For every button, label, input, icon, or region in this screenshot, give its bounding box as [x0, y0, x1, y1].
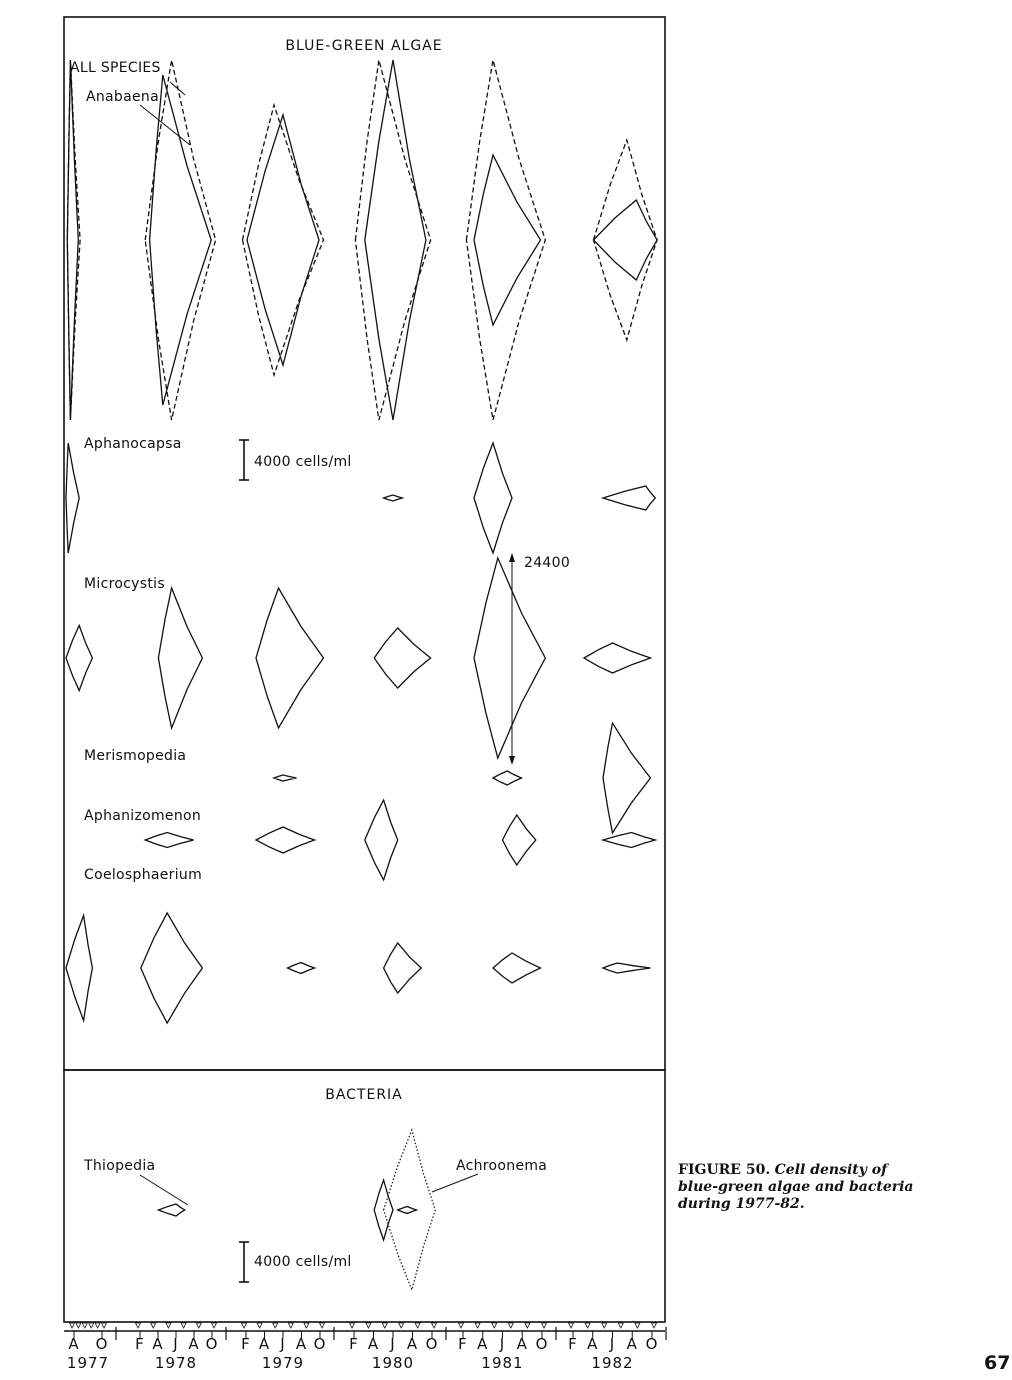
- kite-aphanocapsa-1982-3: [603, 486, 655, 510]
- sample-marker-1982-5: [652, 1323, 657, 1328]
- sample-marker-1979-1: [257, 1323, 262, 1328]
- kite-anabaena-1979-2: [247, 115, 319, 365]
- kite-microcystis-1982-5: [584, 643, 651, 673]
- scale-bar-bacteria: [239, 1242, 249, 1282]
- month-label-1977-0: A: [68, 1335, 80, 1353]
- kite-aphanizomenon-1979-1: [256, 827, 315, 853]
- sample-marker-1981-3: [508, 1323, 513, 1328]
- kite-all-species-1980-3: [355, 60, 430, 420]
- month-label-1979-0: F: [241, 1335, 251, 1353]
- kite-aphanocapsa-1981-2: [474, 443, 512, 553]
- kite-microcystis-1981-4: [474, 558, 545, 758]
- sample-marker-1981-0: [459, 1323, 464, 1328]
- kite-coelosphaerium-1980-3: [384, 943, 422, 993]
- kite-aphanizomenon-1982-4: [603, 833, 655, 848]
- sample-marker-1977-4: [95, 1323, 100, 1328]
- kite-aphanizomenon-1981-3: [503, 815, 536, 865]
- kite-merismopedia-1982-2: [603, 723, 651, 833]
- taxon-label-merismopedia: Merismopedia: [84, 748, 187, 764]
- kite-merismopedia-1979-0: [274, 775, 297, 781]
- page-number: 67: [984, 1352, 1011, 1374]
- sample-marker-1978-3: [181, 1323, 186, 1328]
- month-label-1982-2: J: [609, 1335, 616, 1353]
- month-label-1982-0: F: [568, 1335, 578, 1353]
- month-label-1978-4: O: [205, 1335, 219, 1353]
- kite-coelosphaerium-1979-2: [288, 963, 315, 974]
- month-label-1980-3: A: [406, 1335, 419, 1353]
- scale-bar-algae: [239, 440, 249, 480]
- sample-marker-1982-4: [635, 1323, 640, 1328]
- kite-achroonema-1980-0: [384, 1130, 436, 1290]
- month-label-1980-0: F: [349, 1335, 359, 1353]
- figure-caption: [678, 1162, 928, 1213]
- sample-marker-1981-4: [525, 1323, 530, 1328]
- sample-marker-1981-1: [475, 1323, 480, 1328]
- sample-marker-1980-4: [415, 1323, 420, 1328]
- sample-marker-1978-2: [166, 1323, 171, 1328]
- kite-microcystis-1979-2: [256, 588, 324, 728]
- year-label-1979: 1979: [261, 1354, 305, 1372]
- kite-coelosphaerium-1977-0: [66, 916, 92, 1021]
- kite-microcystis-1980-3: [374, 628, 430, 688]
- month-label-1981-0: F: [458, 1335, 468, 1353]
- kite-anabaena-1977-0: [67, 60, 78, 420]
- sample-marker-1978-1: [151, 1323, 156, 1328]
- year-label-1981: 1981: [481, 1354, 524, 1372]
- sample-marker-1978-5: [212, 1323, 217, 1328]
- kite-anabaena-1981-4: [474, 155, 541, 325]
- taxon-label-anabaena: Anabaena: [86, 89, 159, 105]
- kite-aphanocapsa-1977-0: [66, 443, 79, 553]
- sample-marker-1977-5: [102, 1323, 107, 1328]
- microcystis-annotation: 24400: [524, 555, 571, 571]
- kite-merismopedia-1981-1: [493, 771, 522, 785]
- kite-all-species-1978-1: [145, 60, 215, 420]
- scale-bar-label-bacteria: 4000 cells/ml: [254, 1254, 352, 1270]
- leader-line-achroonema: [432, 1174, 478, 1192]
- sample-marker-1980-3: [399, 1323, 404, 1328]
- month-label-1982-4: O: [645, 1335, 659, 1353]
- kites-layer: [66, 60, 657, 1290]
- taxon-label-thiopedia: Thiopedia: [84, 1158, 156, 1174]
- sample-marker-1982-1: [585, 1323, 590, 1328]
- scale-bar-label-algae: 4000 cells/ml: [254, 454, 352, 470]
- sample-marker-1977-3: [89, 1323, 94, 1328]
- sample-marker-1979-3: [288, 1323, 293, 1328]
- kite-aphanocapsa-1980-1: [384, 495, 403, 501]
- month-label-1981-2: J: [499, 1335, 506, 1353]
- caption-text: Cell density of blue-green algae and bacteria during 1977-82.: [678, 1162, 914, 1212]
- sample-marker-1980-0: [350, 1323, 355, 1328]
- sample-marker-1981-5: [542, 1323, 547, 1328]
- year-label-1977: 1977: [66, 1354, 110, 1372]
- month-label-1981-1: A: [477, 1335, 489, 1353]
- taxon-label-achroonema: Achroonema: [456, 1158, 548, 1174]
- sample-marker-1980-2: [382, 1323, 387, 1328]
- kite-unnamed-1980-1: [398, 1207, 417, 1214]
- sample-marker-1982-2: [602, 1323, 607, 1328]
- kite-coelosphaerium-1978-1: [141, 913, 203, 1023]
- kite-all-species-1981-4: [466, 60, 545, 420]
- month-label-1978-3: A: [188, 1335, 200, 1353]
- month-label-1980-4: O: [425, 1335, 439, 1353]
- year-label-1978: 1978: [154, 1354, 198, 1372]
- sample-marker-1980-1: [366, 1323, 371, 1328]
- sample-marker-1980-5: [432, 1323, 437, 1328]
- algae-panel-title: BLUE-GREEN ALGAE: [285, 38, 443, 54]
- sample-marker-1982-0: [569, 1323, 574, 1328]
- month-label-1979-3: A: [295, 1335, 308, 1353]
- caption-number: FIGURE 50.: [678, 1162, 771, 1178]
- month-label-1979-4: O: [313, 1335, 327, 1353]
- sample-marker-1978-0: [136, 1323, 141, 1328]
- year-label-1980: 1980: [371, 1354, 415, 1372]
- leader-line-thiopedia: [140, 1175, 188, 1205]
- taxon-label-microcystis: Microcystis: [84, 576, 165, 592]
- month-label-1981-4: O: [535, 1335, 549, 1353]
- sample-marker-1979-0: [242, 1323, 247, 1328]
- kite-aphanizomenon-1978-0: [145, 833, 193, 848]
- taxon-label-coelosphaerium: Coelosphaerium: [84, 867, 203, 883]
- sample-marker-1982-3: [618, 1323, 623, 1328]
- kite-all-species-1982-5: [594, 140, 658, 340]
- month-label-1977-1: O: [95, 1335, 109, 1353]
- bacteria-panel-frame: [64, 1070, 665, 1322]
- kite-anabaena-1978-1: [150, 75, 212, 405]
- sample-marker-1981-2: [492, 1323, 497, 1328]
- kite-coelosphaerium-1982-5: [603, 963, 651, 973]
- kite-coelosphaerium-1981-4: [493, 953, 541, 983]
- month-label-1982-1: A: [587, 1335, 599, 1353]
- kite-all-species-1979-2: [243, 105, 324, 375]
- month-label-1978-0: F: [135, 1335, 145, 1353]
- sample-marker-1979-2: [273, 1323, 278, 1328]
- kite-anabaena-1980-3: [365, 60, 426, 420]
- month-label-1981-3: A: [516, 1335, 528, 1353]
- month-label-1979-1: A: [258, 1335, 271, 1353]
- taxon-label-aphanocapsa: Aphanocapsa: [84, 436, 182, 452]
- sample-marker-1977-0: [70, 1323, 75, 1328]
- taxon-label-all-species: ALL SPECIES: [70, 60, 161, 76]
- sample-marker-1977-1: [76, 1323, 81, 1328]
- month-label-1980-1: A: [367, 1335, 380, 1353]
- sample-marker-1978-4: [196, 1323, 201, 1328]
- bacteria-panel-title: BACTERIA: [325, 1087, 403, 1103]
- sample-marker-1977-2: [82, 1323, 87, 1328]
- month-label-1980-2: J: [390, 1335, 396, 1353]
- kite-microcystis-1978-1: [158, 588, 202, 728]
- month-label-1978-1: A: [152, 1335, 164, 1353]
- kite-thiopedia-1978-0: [158, 1204, 184, 1216]
- month-label-1982-3: A: [626, 1335, 638, 1353]
- kite-aphanizomenon-1980-2: [365, 800, 398, 880]
- month-label-1979-2: J: [280, 1335, 286, 1353]
- sample-marker-1979-5: [320, 1323, 325, 1328]
- sample-marker-1979-4: [304, 1323, 309, 1328]
- taxon-label-aphanizomenon: Aphanizomenon: [84, 808, 202, 824]
- month-label-1978-2: J: [173, 1335, 179, 1353]
- year-label-1982: 1982: [591, 1354, 634, 1372]
- kite-microcystis-1977-0: [66, 626, 92, 691]
